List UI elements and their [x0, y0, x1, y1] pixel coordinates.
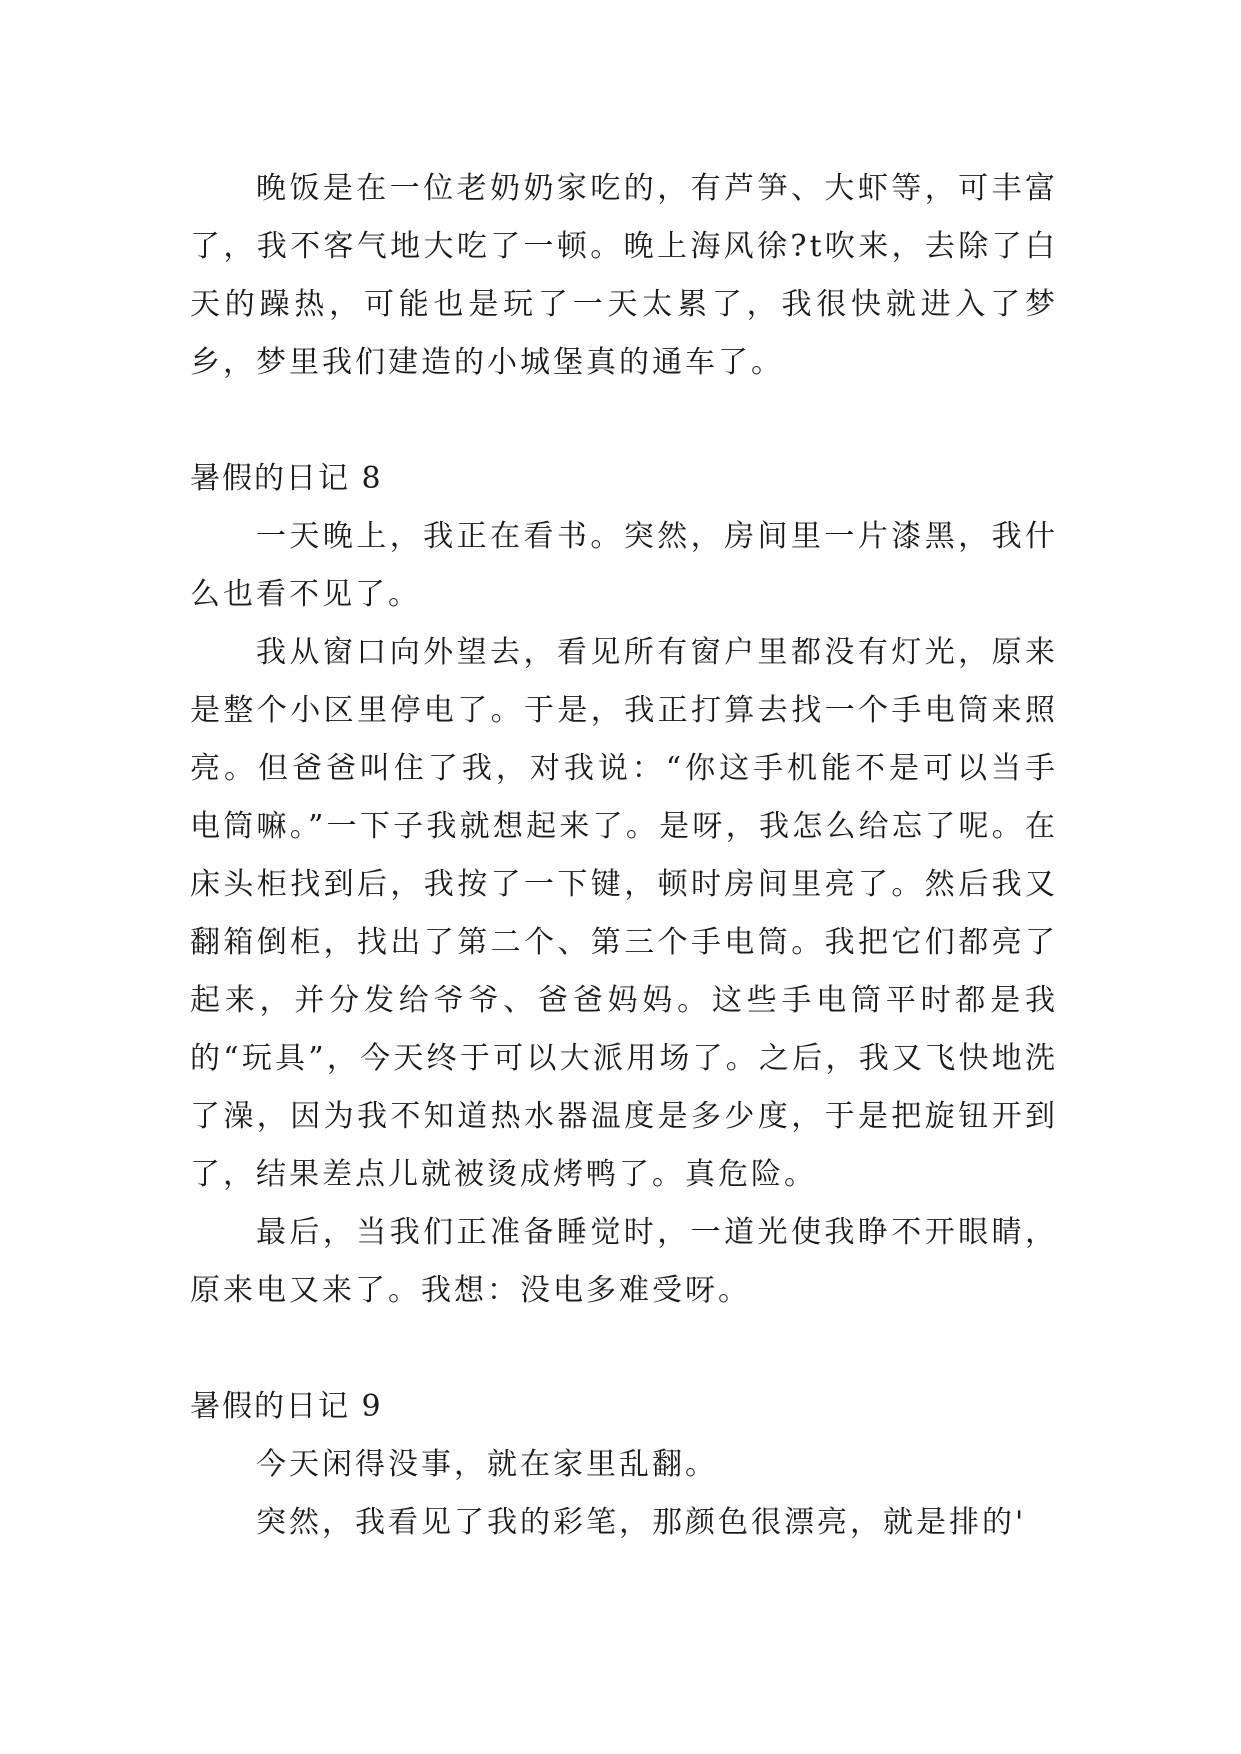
paragraph: 今天闲得没事，就在家里乱翻。: [256, 1447, 718, 1482]
section-heading: 暑假的日记 8: [190, 461, 383, 496]
paragraph: 晚饭是在一位老奶奶家吃的，有芦笋、大虾等，可丰富了，我不客气地大吃了一顿。晚上海风徐?t吹来，去除了白天的躁热，可能也是玩了一天太累了，我很快就进入了梦乡，梦里我们建造的小城堡真的通车了。: [190, 171, 1058, 380]
section-gap: [190, 1320, 1058, 1378]
section-heading: 暑假的日记 9: [190, 1389, 383, 1424]
document-page: [190, 160, 1058, 1552]
paragraph: 我从窗口向外望去，看见所有窗户里都没有灯光，原来是整个小区里停电了。于是，我正打算去找一个手电筒来照亮。但爸爸叫住了我，对我说：“你这手机能不是可以当手电筒嘛。”一下子我就想起来了。是呀，我怎么给忘了呢。在床头柜找到后，我按了一下键，顿时房间里亮了。然后我又翻箱倒柜，找出了第二个、第三个手电筒。我把它们都亮了起来，并分发给爷爷、爸爸妈妈。这些手电筒平时都是我的“玩具”，今天终于可以大派用场了。之后，我又飞快地洗了澡，因为我不知道热水器温度是多少度，于是把旋钮开到了，结果差点儿就被烫成烤鸭了。真危险。: [190, 635, 1058, 1192]
paragraph: 一天晚上，我正在看书。突然，房间里一片漆黑，我什么也看不见了。: [190, 519, 1058, 612]
paragraph: 最后，当我们正准备睡觉时，一道光使我睁不开眼睛，原来电又来了。我想：没电多难受呀。: [190, 1215, 1058, 1308]
paragraph: 突然，我看见了我的彩笔，那颜色很漂亮，就是排的': [256, 1505, 1027, 1540]
section-gap: [190, 392, 1058, 450]
